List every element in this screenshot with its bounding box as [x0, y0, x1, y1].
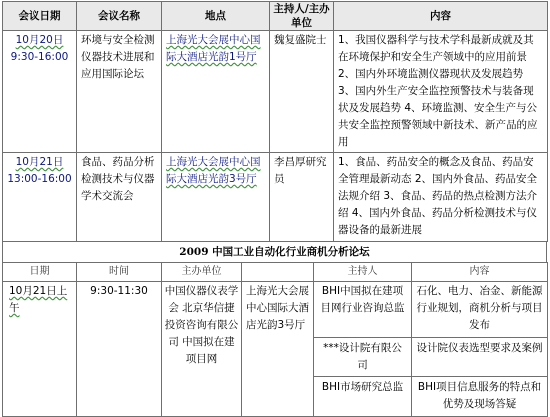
- forum-host: BHI中国拟在建项目网行业咨询总监: [314, 282, 412, 338]
- header-host: 主持人/主办单位: [270, 2, 334, 31]
- header-date: 日期: [3, 263, 77, 282]
- forum-date-value: 10月21日上午: [9, 285, 68, 314]
- forum-header-row: [3, 263, 548, 282]
- place-text: 上海光大会展中心国际大酒店光韵1号厅: [166, 34, 261, 63]
- header-time: 时间: [77, 263, 162, 282]
- header-content: 内容: [334, 2, 548, 31]
- meeting-place: [162, 153, 270, 242]
- forum-schedule-table: [2, 262, 548, 417]
- meeting-name: 环境与安全检测仪器技术进展和应用国际论坛: [77, 31, 162, 153]
- time-value: 9:30-16:00: [10, 51, 69, 63]
- conference-schedule-table: [2, 1, 548, 242]
- forum-title: 2009 中国工业自动化行业商机分析论坛: [2, 241, 547, 262]
- place-text: 上海光大会展中心国际大酒店光韵3号厅: [166, 156, 261, 185]
- date-value: 10月21日: [15, 156, 64, 168]
- meeting-host: 魏复盛院士: [270, 31, 334, 153]
- forum-time: 9:30-11:30: [77, 282, 162, 417]
- forum-place: 上海光大会展中心国际大酒店光韵3号厅: [242, 282, 314, 417]
- header-host: 主持人: [314, 263, 412, 282]
- meeting-name: 食品、药品分析检测技术与仪器学术交流会: [77, 153, 162, 242]
- header-content: 内容: [412, 263, 548, 282]
- date-cell: [3, 153, 77, 242]
- forum-host: ***设计院有限公司: [314, 338, 412, 377]
- forum-host: BHI市场研究总监: [314, 377, 412, 417]
- table-header-row: [3, 2, 548, 31]
- time-value: 13:00-16:00: [7, 173, 72, 185]
- meeting-host: 李昌厚研究员: [270, 153, 334, 242]
- meeting-content: 1、食品、药品安全的概念及食品、药品安全管理最新动态 2、国内外食品、药品安全法规介绍 3、食品、药品的热点检测方法介绍 4、国内外食品、药品分析检测技术与仪器设备的最新进展: [334, 153, 548, 242]
- header-place: 地点: [162, 2, 270, 31]
- forum-content: 设计院仪表选型要求及案例: [412, 338, 548, 377]
- forum-organizers: 中国仪器仪表学会 北京华信捷投资咨询有限公司 中国拟在建项目网: [162, 282, 242, 417]
- forum-date: [3, 282, 77, 417]
- header-name: 会议名称: [77, 2, 162, 31]
- meeting-place: [162, 31, 270, 153]
- table-row: [3, 282, 548, 338]
- table-row: [3, 31, 548, 153]
- date-value: 10月20日: [15, 34, 64, 46]
- forum-content: BHI项目信息服务的特点和优势及现场答疑: [412, 377, 548, 417]
- header-organizer: 主办单位: [162, 263, 242, 282]
- table-row: [3, 153, 548, 242]
- header-date: 会议日期: [3, 2, 77, 31]
- date-cell: [3, 31, 77, 153]
- header-place: [242, 263, 314, 282]
- meeting-content: 1、我国仪器科学与技术学科最新成就及其在环境保护和安全生产领域中的应用前景 2、国内外环境监测仪器现状及发展趋势 3、国内外生产安全监控预警技术与装备现状及发展趋势 4、环境监测、安全生产与公共安全监控预警领域中新技术、新产品的应用: [334, 31, 548, 153]
- forum-content: 石化、电力、冶金、新能源行业规划，商机分析与项目发布: [412, 282, 548, 338]
